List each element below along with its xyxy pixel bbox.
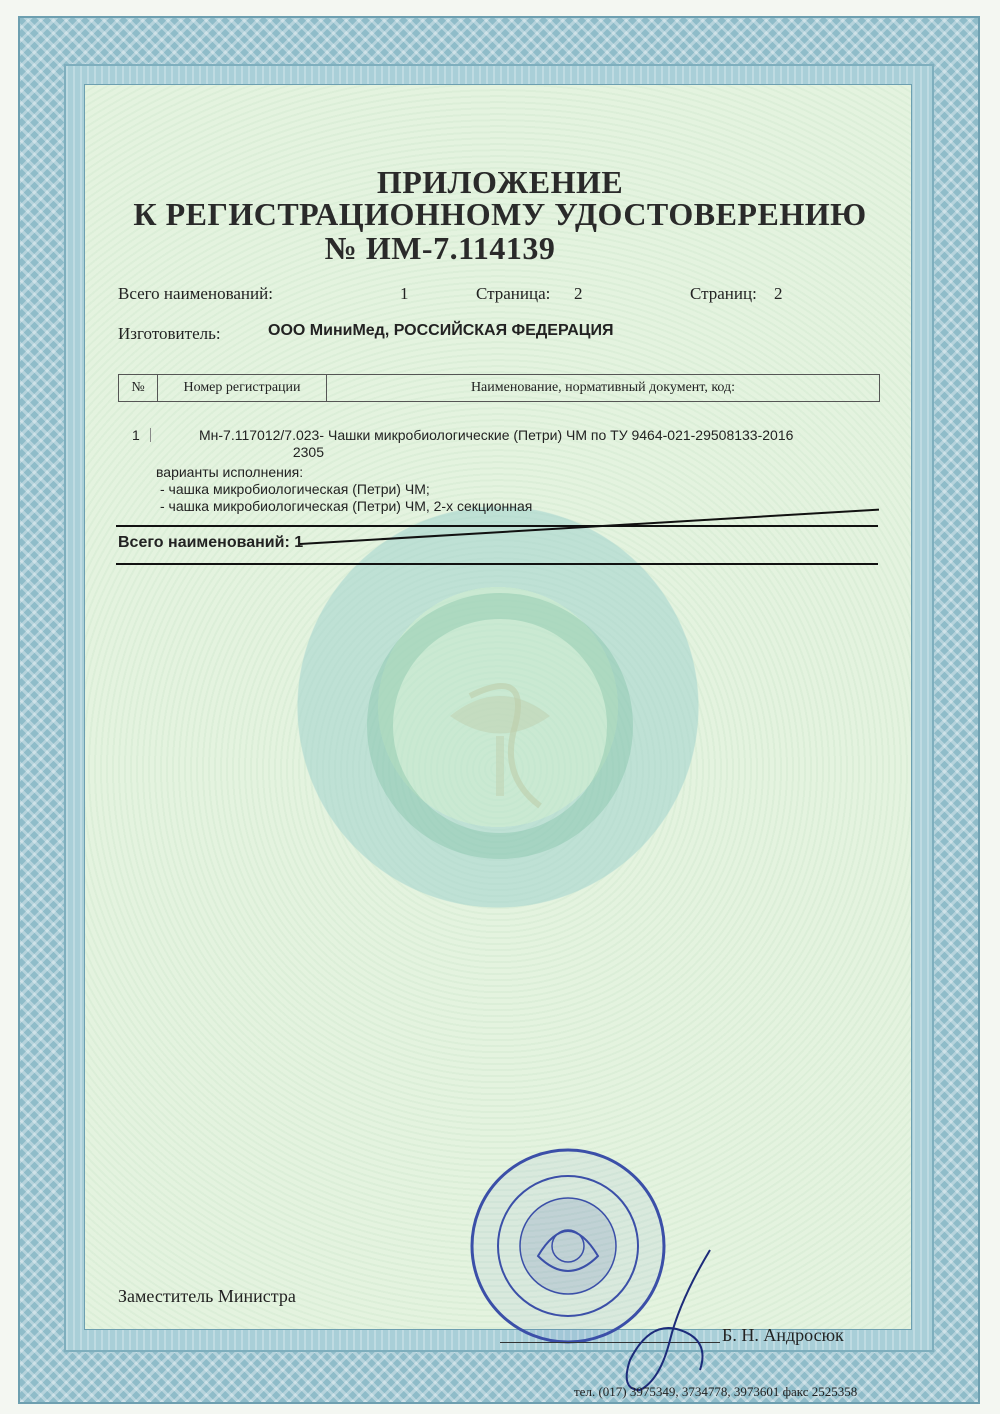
header-number: № [119,375,158,401]
page-value: 2 [574,284,583,303]
page-label: Страница: [476,284,551,303]
title-line-2: К РЕГИСТРАЦИОННОМУ УДОСТОВЕРЕНИЮ [133,196,867,232]
signer-name: Б. Н. Андросюк [722,1325,844,1345]
row-registration-line1: Мн-7.117012/7.023- [199,427,324,443]
medical-emblem-watermark [300,576,700,876]
pages-value: 2 [774,284,783,303]
row-variant-1: - чашка микробиологическая (Петри) ЧМ; [160,481,430,497]
manufacturer-label: Изготовитель: [118,324,221,343]
row-divider [150,428,151,442]
table-header [118,374,880,402]
row-registration-line2: 2305 [292,444,324,460]
pages-label: Страниц: [690,284,757,303]
total-items-value: 1 [400,284,409,303]
title-line-1: ПРИЛОЖЕНИЕ [376,164,624,200]
header-name: Наименование, нормативный документ, код: [470,380,736,395]
total-items-label: Всего наименований: [118,284,273,303]
header-registration: Номер регистрации [158,375,327,401]
contact-phones: тел. (017) 3975349, 3734778, 3973601 факс 2525358 [574,1384,858,1399]
row-variants-label: варианты исполнения: [156,464,304,480]
row-variant-2: - чашка микробиологическая (Петри) ЧМ, 2-х секционная [160,498,533,514]
deputy-minister-title: Заместитель Министра [118,1286,296,1306]
handwritten-signature [560,1240,760,1400]
certificate-number: № ИМ-7.114139 [324,230,556,266]
table-end-rule-bottom [116,563,878,565]
row-product-name: Чашки микробиологические (Петри) ЧМ по ТУ 9464-021-29508133-2016 [328,427,794,443]
table-end-rule-top [116,525,878,527]
manufacturer-value: ООО МиниМед, РОССИЙСКАЯ ФЕДЕРАЦИЯ [268,322,614,339]
row-registration [164,427,324,461]
total-items-summary: Всего наименований: 1 [118,534,304,551]
row-number: 1 [132,427,140,443]
